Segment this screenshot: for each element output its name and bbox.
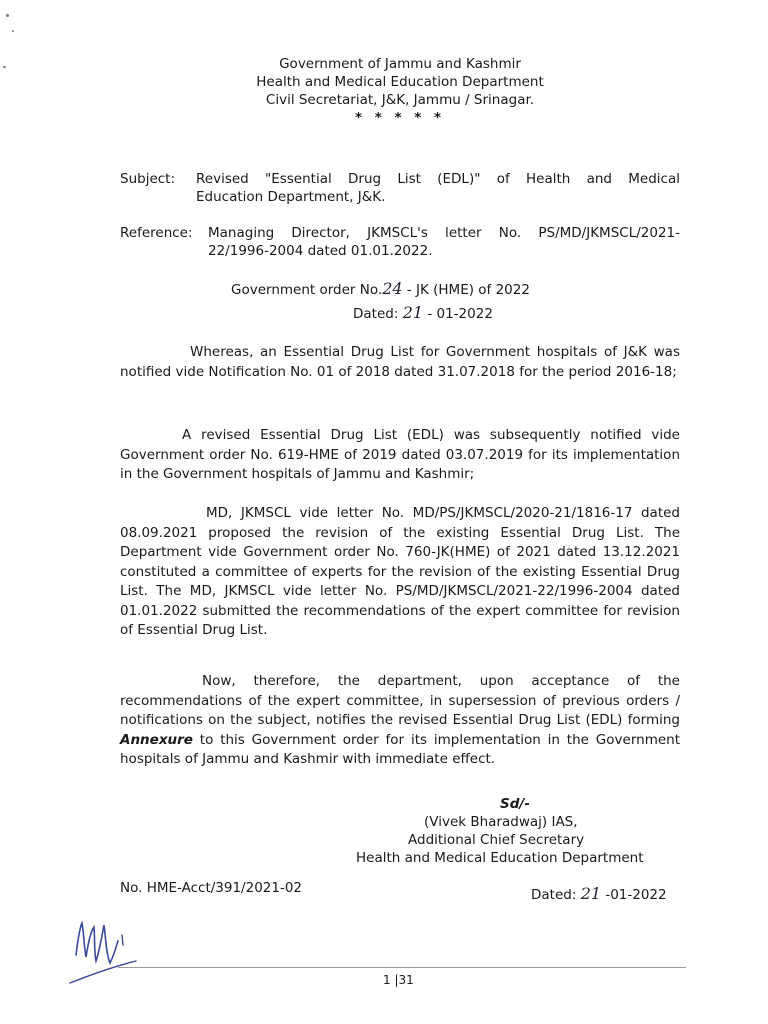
p4-text-after: to this Government order for its implementation in the Government hospitals of Jammu and Kashmir with immediate effect. <box>120 731 680 767</box>
issue-number: No. HME-Acct/391/2021-02 <box>120 880 303 896</box>
order-suffix: - JK (HME) of 2022 <box>402 282 530 298</box>
issue-date-label: Dated: <box>531 887 577 903</box>
order-date-label: Dated: <box>353 306 399 322</box>
order-number-handwritten: 24 <box>382 279 403 298</box>
signatory-department: Health and Medical Education Department <box>356 850 644 866</box>
header-address: Civil Secretariat, J&K, Jammu / Srinagar. <box>265 92 535 108</box>
footer-divider <box>118 967 686 968</box>
scan-speck <box>12 30 14 32</box>
issue-date <box>531 885 667 904</box>
scan-speck <box>6 14 9 17</box>
signatory-title: Additional Chief Secretary <box>408 832 585 848</box>
p4-annexure: Annexure <box>120 731 193 748</box>
issue-date-day-handwritten: 21 <box>580 884 602 903</box>
order-date <box>353 304 493 323</box>
reference-text-line1: Managing Director, JKMSCL's letter No. PS/MD/JKMSCL/2021- <box>208 225 680 241</box>
order-number <box>231 280 530 299</box>
reference-text-line2: 22/1996-2004 dated 01.01.2022. <box>208 243 433 259</box>
paragraph-now-therefore <box>120 672 680 770</box>
header-stars: * * * * * <box>354 110 446 126</box>
paragraph-whereas: Whereas, an Essential Drug List for Government hospitals of J&K was notified vide Notification No. 01 of 2018 dated 31.07.2018 for the period 2016-18; <box>120 344 680 380</box>
page-number: 1 |31 <box>383 973 414 987</box>
header-government: Government of Jammu and Kashmir <box>279 56 521 72</box>
signature-sd: Sd/- <box>500 796 530 812</box>
order-prefix: Government order No. <box>231 282 383 298</box>
paragraph-md-letter: MD, JKMSCL vide letter No. MD/PS/JKMSCL/2020-21/1816-17 dated 08.09.2021 proposed the revision of the existing Essential Drug List. The Department vide Government order No. 760-JK(HME) of 2021 dated 13.12.2021 constituted a committee of experts for the revision of the existing Essential Drug List. The MD, JKMSCL vide letter No. PS/MD/JKMSCL/2021-22/1996-2004 dated 01.01.2022 submitted the recommendations of the expert committee for revision of Essential Drug List. <box>120 505 680 638</box>
issue-date-rest: -01-2022 <box>601 887 667 903</box>
order-date-rest: - 01-2022 <box>423 306 493 322</box>
header-department: Health and Medical Education Department <box>256 74 544 90</box>
subject-label: Subject: <box>120 171 176 187</box>
letterhead <box>0 55 768 127</box>
paragraph-revised-edl: A revised Essential Drug List (EDL) was subsequently notified vide Government order No. 619-HME of 2019 dated 03.07.2019 for its implementation in the Government hospitals of Jammu and Kashmir; <box>120 427 680 482</box>
signatory-name: (Vivek Bharadwaj) IAS, <box>424 814 578 830</box>
subject-text-line1: Revised "Essential Drug List (EDL)" of Health and Medical <box>196 171 680 187</box>
handwritten-initials <box>60 905 150 995</box>
p4-text-before: Now, therefore, the department, upon acceptance of the recommendations of the expert committee, in supersession of previous orders / notifications on the subject, notifies the revised Essential Drug List (EDL) forming <box>120 673 680 728</box>
reference-label: Reference: <box>120 225 193 241</box>
subject-text-line2: Education Department, J&K. <box>196 189 386 205</box>
order-date-day-handwritten: 21 <box>402 303 424 322</box>
